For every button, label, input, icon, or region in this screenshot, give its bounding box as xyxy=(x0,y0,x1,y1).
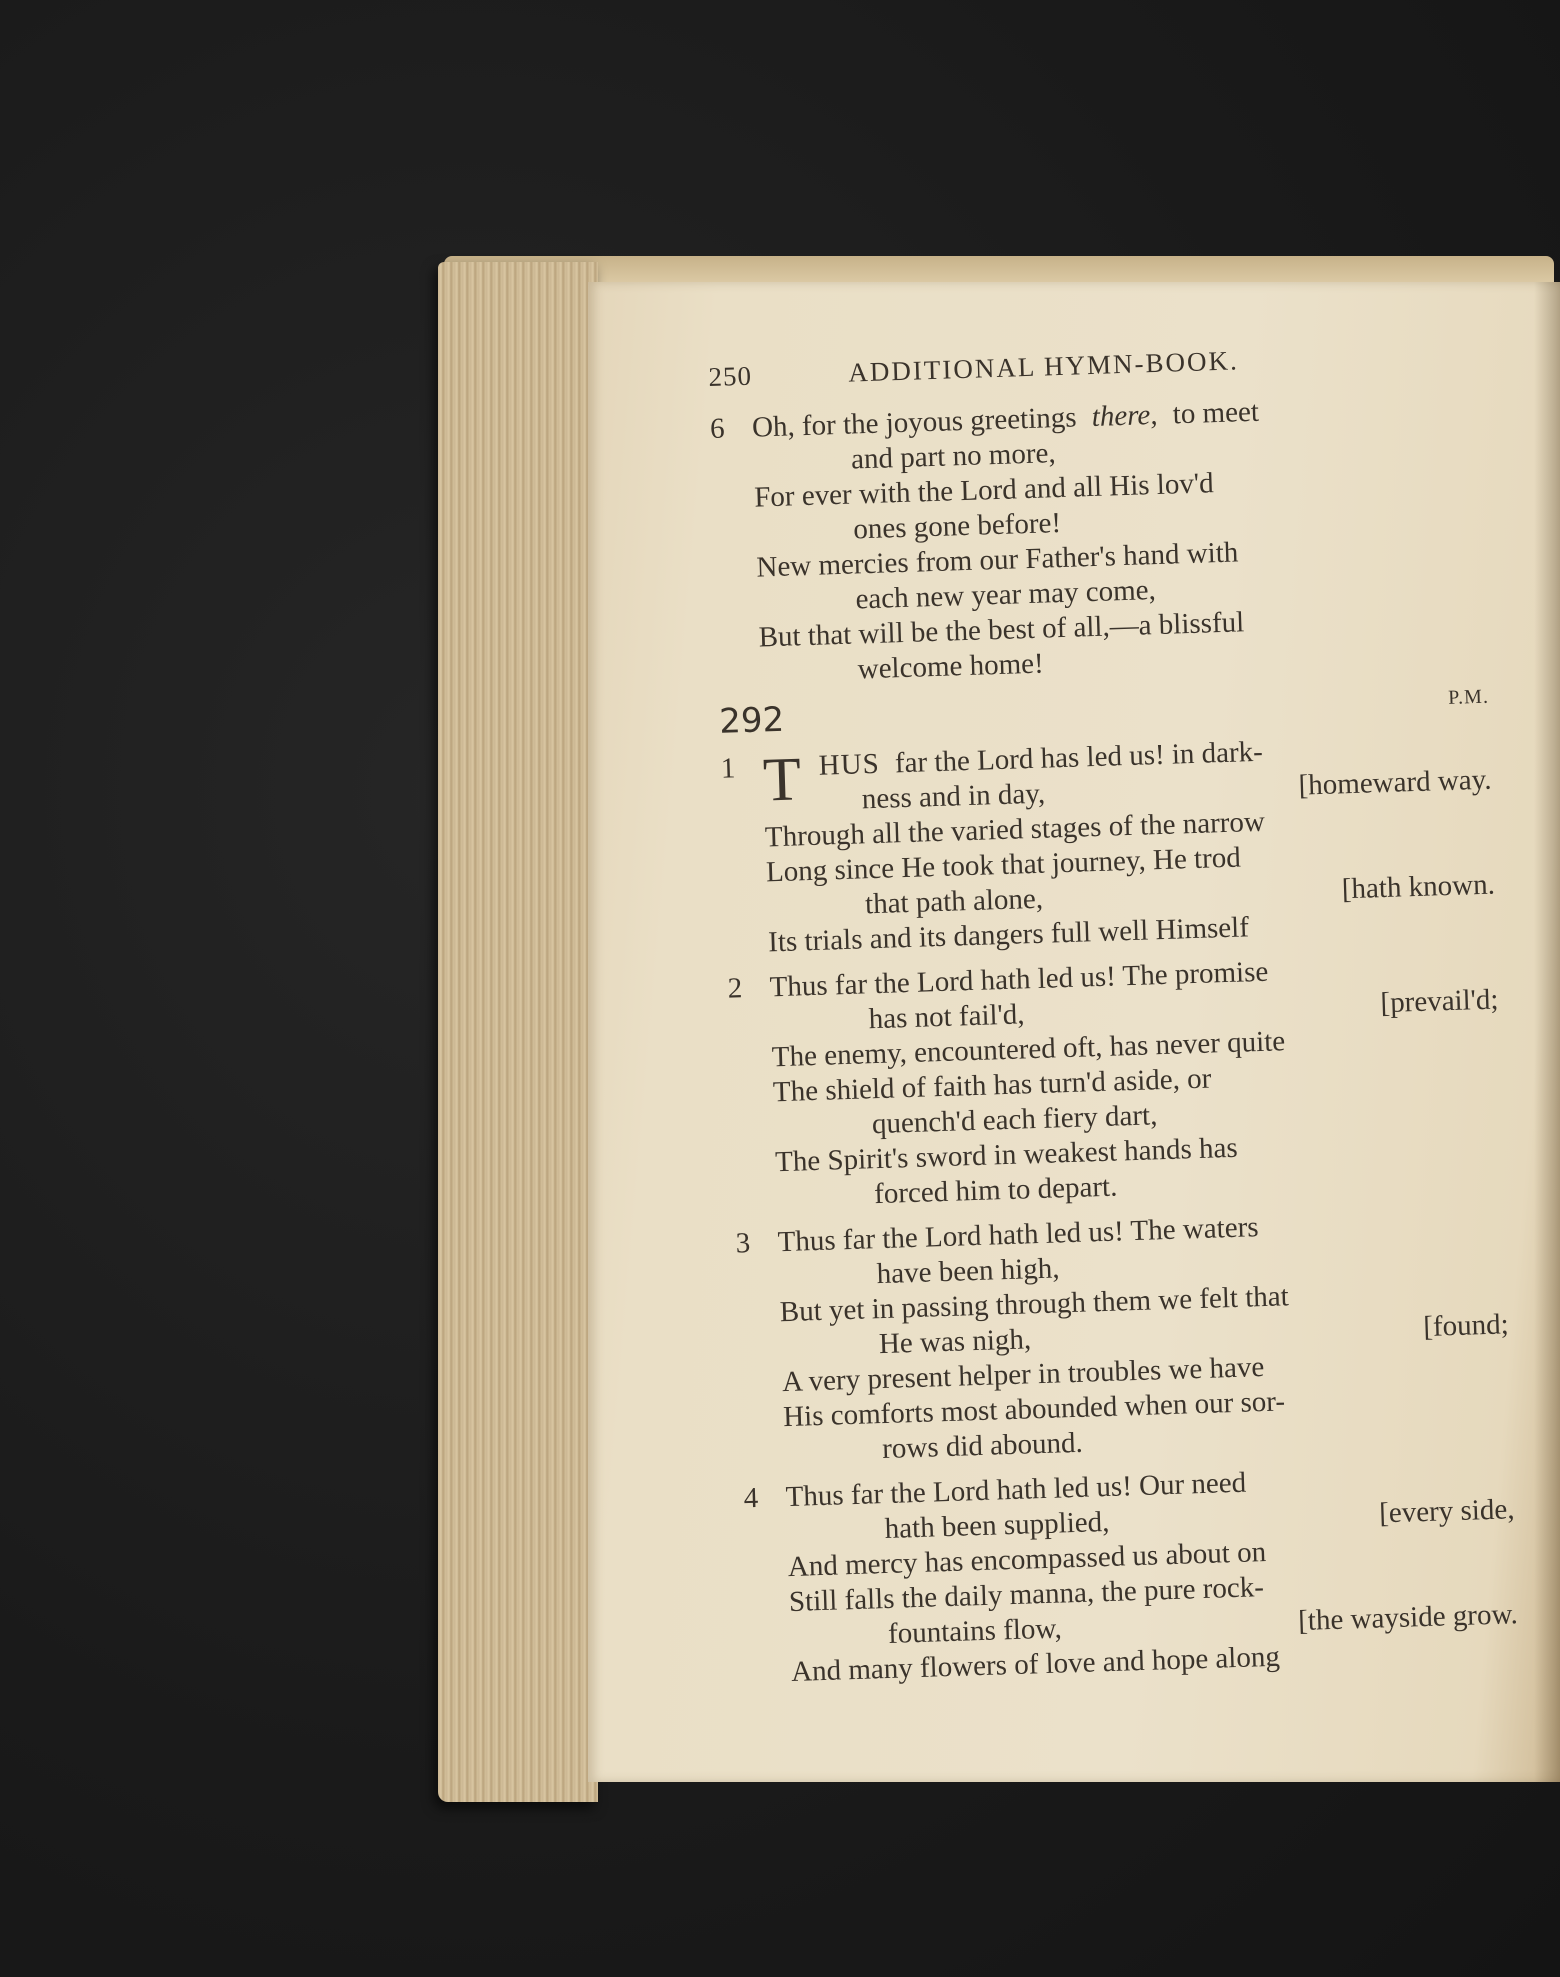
line-text: that path alone, xyxy=(864,882,1044,921)
verse-line: welcome home! xyxy=(857,647,1045,686)
line-text: has not fail'd, xyxy=(868,998,1025,1036)
verse-line: And many flowers of love and hope along xyxy=(790,1640,1281,1689)
verse-number: 1 xyxy=(720,752,736,785)
verse-number: 2 xyxy=(727,972,743,1005)
verse-line: The Spirit's sword in weakest hands has xyxy=(774,1131,1239,1179)
bracket-carryover: [prevail'd; xyxy=(1380,983,1499,1020)
bracket-carryover: [hath known. xyxy=(1341,868,1496,906)
verse-line: For ever with the Lord and all His lov'd xyxy=(753,467,1215,514)
verse-line: A very present helper in troubles we have xyxy=(781,1351,1265,1399)
hymn-verse-2 xyxy=(727,948,1504,1217)
bracket-carryover: [homeward way. xyxy=(1298,763,1493,802)
caps-word: HUS xyxy=(818,747,881,782)
line-text: Thus far the Lord hath led us! The promise xyxy=(769,955,1269,1004)
page-text xyxy=(708,338,1519,1692)
verse-line: The shield of faith has turn'd aside, or xyxy=(772,1062,1212,1109)
line-text: to meet xyxy=(1172,395,1260,431)
line-text: He was nigh, xyxy=(878,1323,1032,1361)
bracket-carryover: [every side, xyxy=(1378,1493,1515,1530)
verse-line: have been high, xyxy=(876,1252,1060,1291)
hymn-verse-3 xyxy=(735,1202,1512,1471)
verse-line: But that will be the best of all,—a blissful xyxy=(758,606,1245,654)
line-text: Thus far the Lord hath led us! The waters xyxy=(777,1211,1259,1259)
drop-cap: T xyxy=(762,745,803,815)
verse-line: Still falls the daily manna, the pure rock- xyxy=(788,1571,1265,1619)
verse-line: Long since He took that journey, He trod xyxy=(765,841,1242,889)
verse-number: 6 xyxy=(709,412,726,445)
verse-line: The enemy, encountered oft, has never quite xyxy=(771,1025,1286,1074)
book-title: ADDITIONAL HYMN-BOOK. xyxy=(847,345,1240,388)
hymn-verse-1 xyxy=(720,728,1496,962)
verse-line: forced him to depart. xyxy=(873,1170,1118,1211)
book-top-edge xyxy=(444,256,1554,284)
verse-line: each new year may come, xyxy=(855,574,1157,616)
spine-shadow xyxy=(1534,282,1560,1782)
verse-number: 4 xyxy=(743,1481,759,1515)
page-edges xyxy=(438,262,598,1802)
book-page xyxy=(588,282,1560,1782)
bracket-carryover: [found; xyxy=(1422,1308,1510,1344)
verse-line: And mercy has encompassed us about on xyxy=(787,1536,1267,1584)
verse-line: quench'd each fiery dart, xyxy=(871,1099,1158,1141)
verse-number: 3 xyxy=(735,1227,751,1260)
hymn-number: 292 xyxy=(718,699,785,742)
hymn-meter: P.M. xyxy=(1447,685,1490,709)
line-text: Oh, for the joyous greetings xyxy=(751,401,1078,444)
verse-line: But yet in passing through them we felt that xyxy=(779,1280,1290,1329)
verse-line: Through all the varied stages of the narrow xyxy=(764,805,1266,854)
line-text: Thus far the Lord hath led us! Our need xyxy=(785,1466,1247,1514)
verse-line: ones gone before! xyxy=(852,506,1062,546)
prev-hymn-verse-6 xyxy=(710,388,1488,692)
line-text: ness and in day, xyxy=(861,777,1046,816)
italic-word: there, xyxy=(1091,398,1158,433)
open-book xyxy=(438,262,1560,1802)
verse-line: and part no more, xyxy=(850,437,1057,476)
verse-line: rows did abound. xyxy=(881,1426,1084,1466)
line-text: hath been supplied, xyxy=(884,1505,1110,1546)
page-number: 250 xyxy=(708,360,753,392)
hymn-verse-4 xyxy=(743,1457,1519,1691)
verse-line: New mercies from our Father's hand with xyxy=(755,536,1239,584)
verse-line: Its trials and its dangers full well Himself xyxy=(767,911,1250,959)
verse-line: His comforts most abounded when our sor- xyxy=(782,1385,1286,1434)
line-text: fountains flow, xyxy=(887,1612,1063,1650)
line-text: far the Lord has led us! in dark- xyxy=(894,735,1264,780)
bracket-carryover: [the wayside grow. xyxy=(1297,1598,1519,1638)
